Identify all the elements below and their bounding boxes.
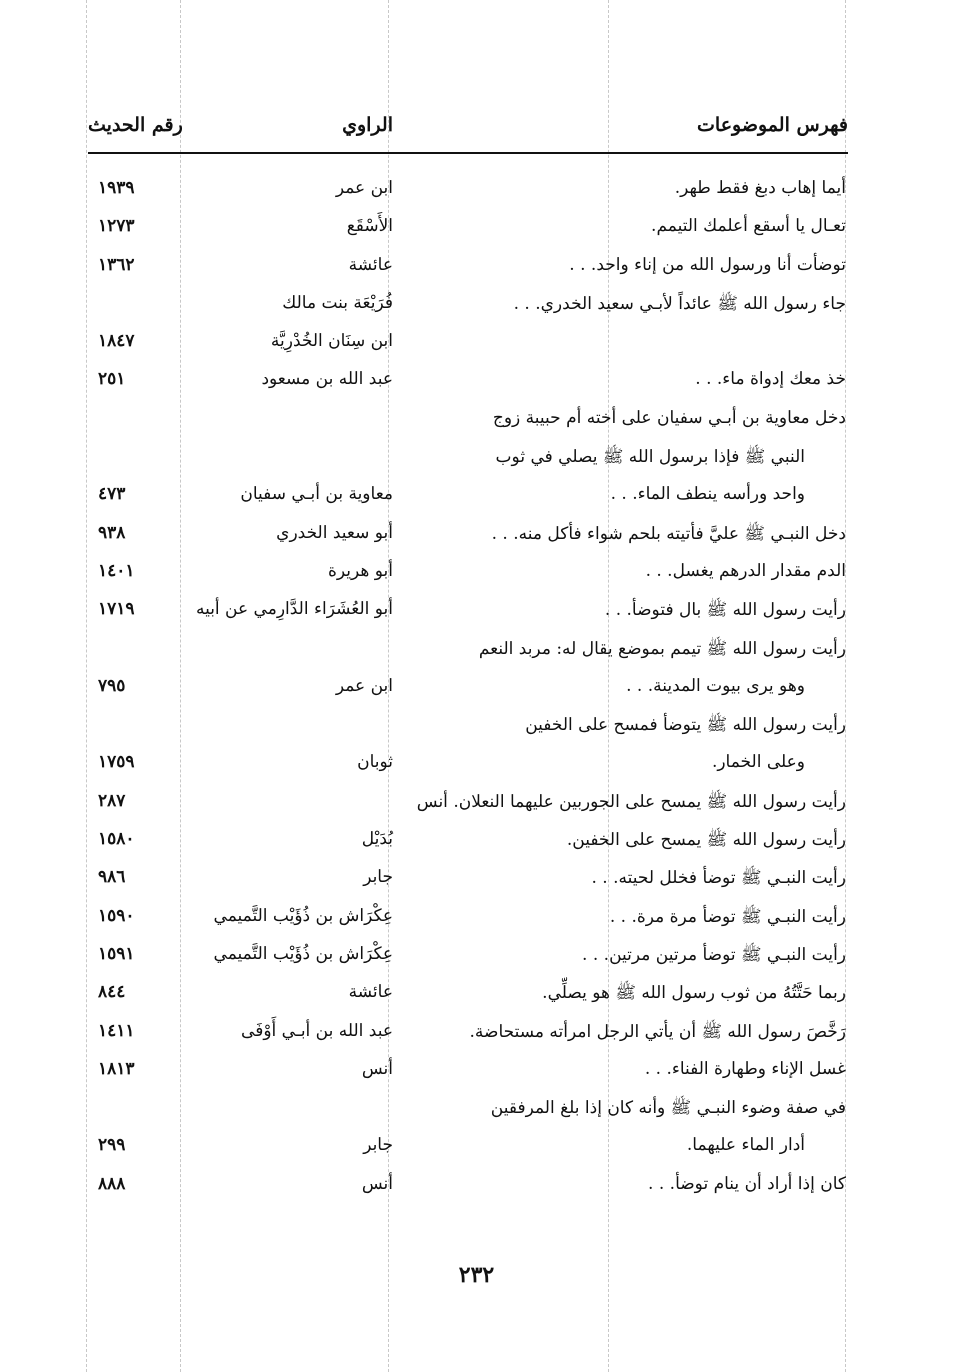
narrator-name: عائشة: [348, 254, 393, 275]
hadith-number: ٨٨٨: [98, 1173, 126, 1194]
table-row: [0, 404, 953, 442]
table-row: [0, 978, 953, 1016]
narrator-name: أبو هريرة: [327, 560, 393, 581]
table-row: [0, 327, 953, 365]
topic-text: رأيت النبـي ﷺ توضأ فخلل لحيته. . .: [591, 868, 846, 889]
narrator-name: أنس: [361, 1058, 393, 1079]
topic-text: أدار الماء عليهما.: [686, 1135, 805, 1156]
topic-text: ربما حَتَّتُهُ من ثوب رسول الله ﷺ هو يصلِّي.: [542, 983, 846, 1004]
topic-text: رأيت رسول الله ﷺ بال فتوضأ. . .: [604, 600, 846, 621]
table-row: [0, 251, 953, 289]
table-row: [0, 940, 953, 978]
topic-text: النبي ﷺ فإذا برسول الله ﷺ يصلي في ثوب: [495, 447, 805, 468]
topic-text: توضأت أنا ورسول الله من إناء واحد. . .: [569, 254, 846, 275]
narrator-name: أنس: [361, 1173, 393, 1194]
table-row: [0, 863, 953, 901]
hadith-number: ١٥٨٠: [98, 829, 135, 850]
page-number: ٢٣٢: [458, 1262, 495, 1288]
topic-text: رأيت رسول الله ﷺ يمسح على الخفين.: [566, 830, 846, 851]
narrator-name: جابر: [363, 1135, 393, 1156]
topic-text: أيما إهاب دبغ فقط طهر.: [674, 178, 846, 198]
narrator-name: أبو العُشَرَاء الدَّارِمي عن أبيه: [195, 599, 393, 620]
topic-text: في صفة وضوء النبـي ﷺ وأنه كان إذا بلغ المرفقين: [490, 1098, 846, 1119]
table-row: [0, 787, 953, 825]
narrator-name: عبد الله بن مسعود: [261, 369, 393, 390]
narrator-name: الأَسْقَع: [346, 216, 393, 237]
hadith-number: ١٢٧٣: [98, 216, 135, 237]
table-row: [0, 519, 953, 557]
topic-text: خذ معك إدواة ماء. . .: [695, 369, 846, 390]
narrator-name: عِكْرَاش بن ذُؤَيْب التَّميمي: [213, 905, 393, 926]
topic-text: الدم مقدار الدرهم يغسل. . .: [645, 560, 846, 581]
hadith-number: ٢٨٧: [98, 790, 126, 811]
hadith-number: ٤٧٣: [98, 484, 126, 505]
narrator-name: ابن عمر: [335, 675, 393, 696]
topic-text: رأيت رسول الله ﷺ يتوضأ فمسح على الخفين: [525, 715, 846, 736]
hadith-number: ٩٨٦: [98, 867, 126, 888]
narrator-name: معاوية بن أبـي سفيان: [240, 484, 393, 505]
topic-text: دخل النبـي ﷺ عليَّ فأتيته بلحم شواء فأكل منه. . .: [491, 523, 846, 544]
topic-text: رأيت رسول الله ﷺ يمسح على الجوربين عليهما النعلان. أنس: [416, 791, 846, 812]
narrator-name: عبد الله بن أبـي أَوْفَى: [241, 1020, 393, 1041]
topic-text: وعلى الخمار.: [711, 752, 805, 773]
hadith-number: ١٨١٣: [98, 1058, 135, 1079]
hadith-number: ١٥٩٠: [98, 905, 135, 926]
topic-text: رَخَّصَ رسول الله ﷺ أن يأتي الرجل امرأته مستحاضة.: [469, 1021, 846, 1042]
topic-text: دخل معاوية بن أبـي سفيان على أخته أم حبيبة زوج: [492, 407, 846, 428]
hadith-number: ١٧١٩: [98, 599, 135, 620]
narrator-name: عِكْرَاش بن ذُؤَيْب التَّميمي: [213, 943, 393, 964]
hadith-number: ٨٤٤: [98, 982, 126, 1003]
table-row: [0, 365, 953, 403]
narrator-name: بُدَيْل: [361, 829, 393, 850]
narrator-name: جابر: [363, 867, 393, 888]
topic-text: واحد ورأسه ينطف الماء. . .: [610, 484, 805, 505]
table-row: [0, 174, 953, 212]
topic-text: كان إذا أراد أن ينام توضأ. . .: [648, 1173, 846, 1194]
hadith-number: ١٤٠١: [98, 560, 135, 581]
topic-text: رأيت النبـي ﷺ توضأ مرة مرة. . .: [609, 906, 846, 927]
table-row: [0, 1170, 953, 1208]
narrator-name: عائشة: [348, 982, 393, 1003]
table-row: [0, 557, 953, 595]
index-table: [0, 174, 953, 1208]
narrator-name: فُرَيْعَة بنت مالك: [282, 292, 393, 313]
table-row: [0, 1055, 953, 1093]
hadith-number: ١٥٩١: [98, 943, 135, 964]
narrator-name: ابن سِنَان الخُدْرِيَّة: [270, 331, 393, 352]
header-rule: [88, 152, 848, 154]
topic-text: غسل الإناء وطهارة الفناء. . .: [644, 1058, 846, 1079]
table-row: [0, 825, 953, 863]
table-row: [0, 902, 953, 940]
table-row: [0, 1017, 953, 1055]
hadith-number: ٩٣٨: [98, 522, 126, 543]
table-row: [0, 672, 953, 710]
table-row: [0, 212, 953, 250]
table-row: [0, 634, 953, 672]
topic-text: رأيت النبـي ﷺ توضأ مرتين مرتين. . .: [582, 944, 846, 965]
table-row: [0, 595, 953, 633]
hadith-number: ٢٥١: [98, 369, 126, 390]
hadith-number: ٢٩٩: [98, 1135, 126, 1156]
hadith-number: ١٤١١: [98, 1020, 135, 1041]
table-row: [0, 442, 953, 480]
table-header: [88, 114, 848, 154]
hadith-number: ١٨٤٧: [98, 331, 135, 352]
topic-text: جاء رسول الله ﷺ عائداً لأبـي سعيد الخدري. . .: [513, 293, 846, 314]
table-row: [0, 710, 953, 748]
hadith-number: ١٧٥٩: [98, 752, 135, 773]
topic-column-header: فهرس الموضوعات: [697, 114, 848, 136]
table-row: [0, 1131, 953, 1169]
topic-text: رأيت رسول الله ﷺ تيمم بموضع يقال له: مربد النعم: [478, 638, 846, 659]
hadith-number: ١٩٣٩: [98, 178, 135, 198]
table-row: [0, 289, 953, 327]
narrator-name: أبو سعيد الخدري: [276, 522, 393, 543]
table-row: [0, 1093, 953, 1131]
narrator-name: ثوبان: [357, 752, 393, 773]
hadith-number: ١٣٦٢: [98, 254, 135, 275]
table-row: [0, 480, 953, 518]
hadith-number-column-header: رقم الحديث: [88, 114, 183, 136]
topic-text: تعـال يا أسقع أعلمك التيمم.: [651, 216, 846, 237]
narrator-name: ابن عمر: [335, 178, 393, 198]
narrator-column-header: الراوي: [342, 114, 393, 136]
table-row: [0, 748, 953, 786]
hadith-number: ٧٩٥: [98, 675, 126, 696]
topic-text: وهو يرى بيوت المدينة. . .: [626, 675, 805, 696]
